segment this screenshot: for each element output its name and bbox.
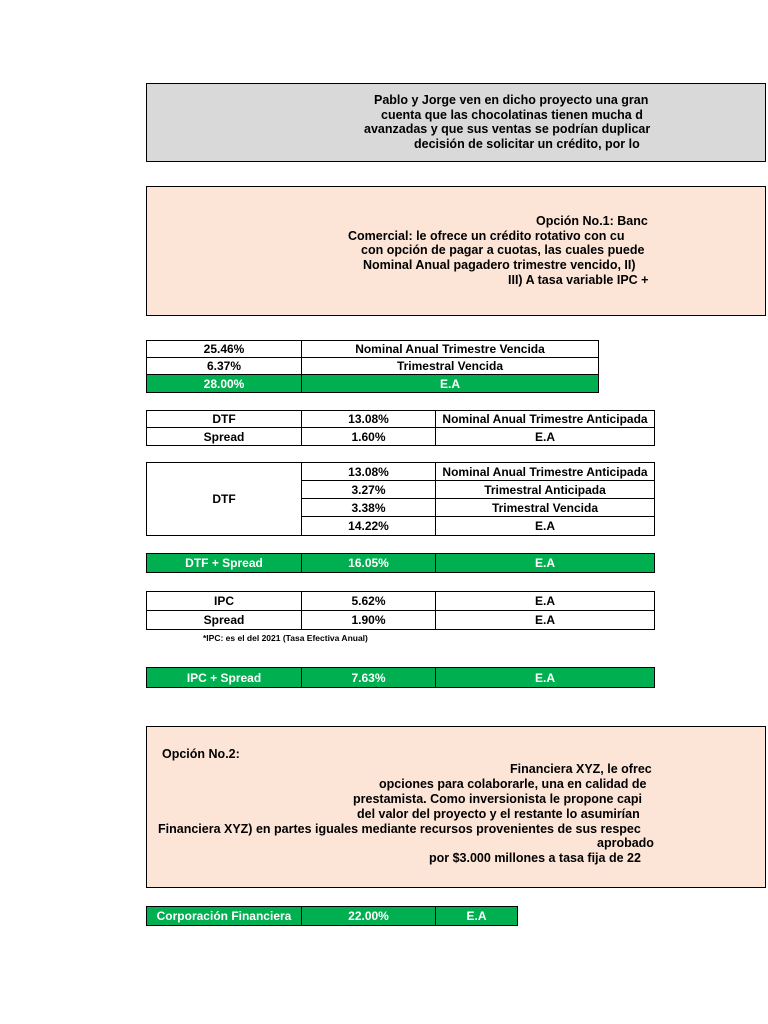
table4-r1-c2: 5.62% [301, 591, 436, 611]
dtf-spread-unit: E.A [435, 553, 655, 573]
corporacion-unit: E.A [435, 906, 518, 926]
table3-r3-c2: Trimestral Vencida [435, 498, 655, 517]
option-2-line-3: prestamista. Como inversionista le propone capi [353, 792, 642, 806]
option-1-line-5: III) A tasa variable IPC + [508, 273, 649, 287]
dtf-spread-label: DTF + Spread [146, 553, 302, 573]
narrative-box-1 [146, 83, 766, 162]
option-2-line-6: aprobado [597, 836, 654, 850]
option-2-line-5: Financiera XYZ) en partes iguales mediante recursos provenientes de sus respec [158, 822, 641, 836]
option-1-line-2: Comercial: le ofrece un crédito rotativo con cu [348, 229, 625, 243]
table3-r1-c2: Nominal Anual Trimestre Anticipada [435, 462, 655, 481]
table4-r1-c3: E.A [435, 591, 655, 611]
table4-r2-c2: 1.90% [301, 610, 436, 630]
ipc-note: *IPC: es el del 2021 (Tasa Efectiva Anual) [203, 633, 368, 643]
table3-label: DTF [146, 462, 302, 536]
corporacion-label: Corporación Financiera [146, 906, 302, 926]
table1-r3-c1: 28.00% [146, 374, 302, 393]
option-2-box [146, 726, 766, 888]
option-1-line-3: con opción de pagar a cuotas, las cuales puede [361, 243, 645, 257]
table3-r2-c2: Trimestral Anticipada [435, 480, 655, 499]
option-2-line-7: por $3.000 millones a tasa fija de 22 [429, 851, 641, 865]
ipc-spread-label: IPC + Spread [146, 667, 302, 688]
table1-r1-c1: 25.46% [146, 340, 302, 358]
table3-r3-c1: 3.38% [301, 498, 436, 517]
table2-r2-c1: Spread [146, 427, 302, 446]
table2-r2-c2: 1.60% [301, 427, 436, 446]
option-1-box [146, 186, 766, 316]
table2-r1-c3: Nominal Anual Trimestre Anticipada [435, 410, 655, 428]
narrative-1-line-2: cuenta que las chocolatinas tienen mucha d [381, 108, 643, 122]
table4-r2-c1: Spread [146, 610, 302, 630]
table3-r4-c1: 14.22% [301, 516, 436, 536]
table3-r1-c1: 13.08% [301, 462, 436, 481]
table3-r4-c2: E.A [435, 516, 655, 536]
option-1-line-4: Nominal Anual pagadero trimestre vencido, II) [363, 258, 636, 272]
table2-r1-c2: 13.08% [301, 410, 436, 428]
table1-r3-c2: E.A [301, 374, 599, 393]
table1-r2-c1: 6.37% [146, 357, 302, 375]
table4-r1-c1: IPC [146, 591, 302, 611]
table3-r2-c1: 3.27% [301, 480, 436, 499]
table1-r2-c2: Trimestral Vencida [301, 357, 599, 375]
option-2-title: Opción No.2: [162, 747, 240, 761]
ipc-spread-unit: E.A [435, 667, 655, 688]
table1-r1-c2: Nominal Anual Trimestre Vencida [301, 340, 599, 358]
corporacion-value: 22.00% [301, 906, 436, 926]
table2-r1-c1: DTF [146, 410, 302, 428]
narrative-1-line-3: avanzadas y que sus ventas se podrían duplicar [364, 122, 651, 136]
ipc-spread-value: 7.63% [301, 667, 436, 688]
option-2-line-2: opciones para colaborarle, una en calidad de [379, 777, 647, 791]
narrative-1-line-1: Pablo y Jorge ven en dicho proyecto una gran [374, 93, 649, 107]
option-2-line-1: Financiera XYZ, le ofrec [510, 762, 652, 776]
option-1-line-1: Opción No.1: Banc [536, 214, 648, 228]
narrative-1-line-4: decisión de solicitar un crédito, por lo [414, 137, 640, 151]
table4-r2-c3: E.A [435, 610, 655, 630]
dtf-spread-value: 16.05% [301, 553, 436, 573]
table2-r2-c3: E.A [435, 427, 655, 446]
option-2-line-4: del valor del proyecto y el restante lo asumirían [357, 807, 640, 821]
